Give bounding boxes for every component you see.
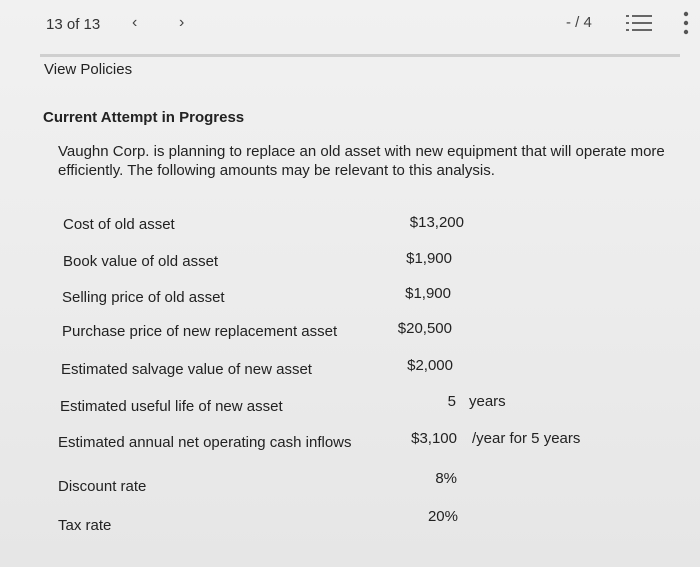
- row-label: Purchase price of new replacement asset: [62, 323, 338, 340]
- row-label: Selling price of old asset: [62, 289, 225, 306]
- row-value: 8%: [435, 470, 457, 487]
- row-label: Estimated salvage value of new asset: [61, 361, 312, 378]
- view-policies-link[interactable]: View Policies: [44, 61, 133, 78]
- question-counter: 13 of 13: [46, 16, 101, 33]
- more-vertical-icon[interactable]: [682, 10, 690, 36]
- row-label: Cost of old asset: [63, 216, 175, 233]
- row-label: Estimated annual net operating cash inflows: [58, 434, 352, 451]
- row-unit: /year for 5 years: [472, 430, 581, 447]
- row-label: Discount rate: [58, 478, 147, 495]
- list-icon[interactable]: [626, 14, 652, 32]
- top-bar: [0, 0, 700, 50]
- row-value: $1,900: [405, 285, 451, 302]
- row-value: $1,900: [406, 250, 452, 267]
- row-label: Book value of old asset: [63, 253, 219, 270]
- next-question-button[interactable]: ›: [179, 14, 185, 31]
- row-label: Tax rate: [58, 517, 112, 534]
- problem-intro: Vaughn Corp. is planning to replace an old asset with new equipment that will operate more efficiently. The following amounts may be relevant to this analysis.: [58, 143, 665, 179]
- row-value: $20,500: [397, 320, 452, 337]
- previous-question-button[interactable]: ‹: [132, 14, 138, 31]
- row-unit: years: [469, 393, 506, 410]
- attempt-heading: Current Attempt in Progress: [43, 109, 245, 126]
- header-divider: [40, 54, 680, 57]
- score-display: - / 4: [566, 14, 592, 31]
- row-value: $13,200: [409, 214, 464, 231]
- row-value: $2,000: [407, 357, 453, 374]
- row-value: 5: [447, 393, 456, 410]
- row-value: 20%: [427, 508, 458, 525]
- row-label: Estimated useful life of new asset: [60, 398, 283, 415]
- row-value: $3,100: [411, 430, 457, 447]
